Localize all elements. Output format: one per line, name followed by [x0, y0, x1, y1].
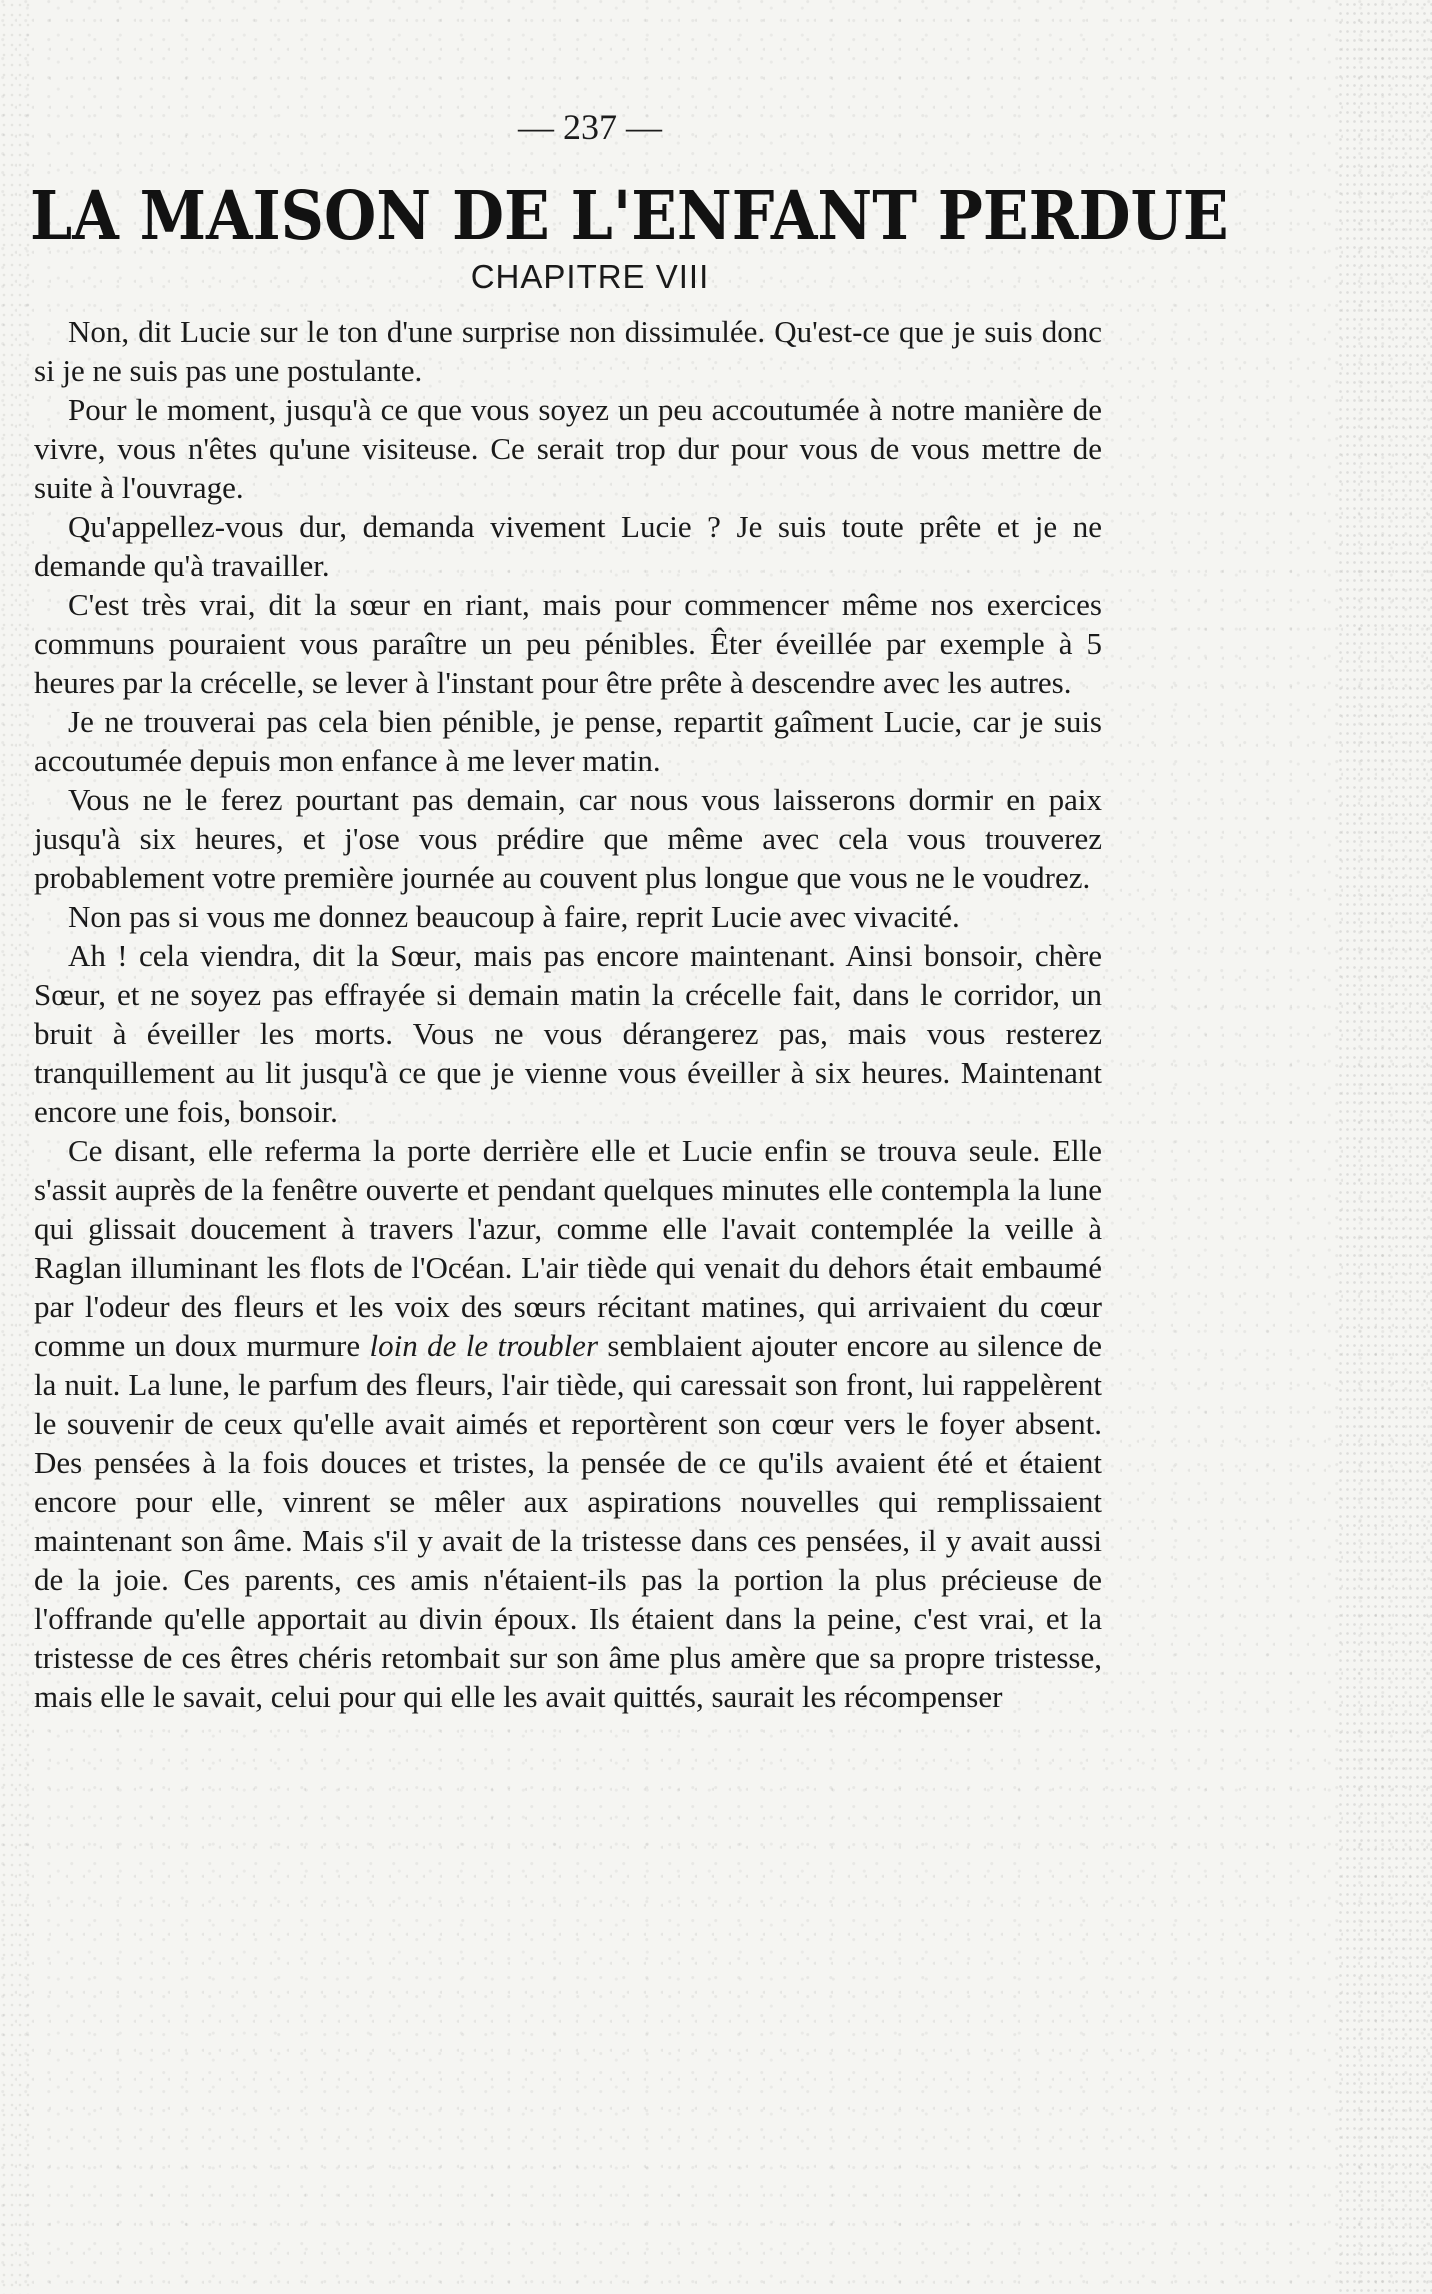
paragraph-5: Je ne trouverai pas cela bien pénible, je pense, repartit gaîment Lucie, car je suis accoutumée depuis mon enfance à me lever matin. [34, 704, 1102, 778]
paragraph-3: Qu'appellez-vous dur, demanda vivement Lucie ? Je suis toute prête et je ne demande qu'à travailler. [34, 509, 1102, 583]
paragraph-6: Vous ne le ferez pourtant pas demain, car nous vous laisserons dormir en paix jusqu'à six heures, et j'ose vous prédire que même avec cela vous trouverez probablement votre première journée au couvent plus longue que vous ne le voudrez. [34, 782, 1102, 895]
chapter-heading: CHAPITRE VIII [470, 258, 710, 295]
paragraph-7: Non pas si vous me donnez beaucoup à faire, reprit Lucie avec vivacité. [68, 899, 960, 934]
paragraph-2: Pour le moment, jusqu'à ce que vous soyez un peu accoutumée à notre manière de vivre, vous n'êtes qu'une visiteuse. Ce serait trop dur pour vous de vous mettre de suite à l'ouvrage. [34, 392, 1102, 505]
paragraph-8: Ah ! cela viendra, dit la Sœur, mais pas encore maintenant. Ainsi bonsoir, chère Sœur, et ne soyez pas effrayée si demain matin la crécelle fait, dans le corridor, un bruit à éveiller les morts. Vous ne vous dérangerez pas, mais vous resterez tranquillement au lit jusqu'à ce que je vienne vous éveiller à six heures. Maintenant encore une fois, bonsoir. [34, 938, 1102, 1129]
scan-noise-right [1337, 0, 1432, 2294]
paragraph-9-start: Ce disant, elle referma la porte derrière elle et Lucie enfin se trouva seule. Elle s'assit auprès de la fenêtre ouverte et pendant quelques minutes elle contempla la lune qui glissait doucement à travers l'azur, comme elle l'avait contemplée la veille à Raglan illuminant les flots de l'Océan. L'air tiède qui venait du dehors était embaumé par l'odeur des fleurs et les voix des sœurs récitant matines, qui arrivaient du cœur comme un doux murmure [34, 1133, 1102, 1363]
paragraph-9-end: semblaient ajouter encore au silence de la nuit. La lune, le parfum des fleurs, l'air tiède, qui caressait son front, lui rappelèrent le souvenir de ceux qu'elle avait aimés et reportèrent son cœur vers le foyer absent. Des pensées à la fois douces et tristes, la pensée de ce qu'ils avaient été et étaient encore pour elle, vinrent se mêler aux aspirations nouvelles qui remplissaient maintenant son âme. Mais s'il y avait de la tristesse dans ces pensées, il y avait aussi de la joie. Ces parents, ces amis n'étaient-ils pas la portion la plus précieuse de l'offrande qu'elle apportait au divin époux. Ils étaient dans la peine, c'est vrai, et la tristesse de ces êtres chéris retombait sur son âme plus amère que sa propre tristesse, mais elle le savait, celui pour qui elle les avait quittés, saurait les récompenser [34, 1328, 1102, 1714]
paragraph-9 [34, 1131, 1102, 1716]
paragraph-1: Non, dit Lucie sur le ton d'une surprise non dissimulée. Qu'est-ce que je suis donc si je ne suis pas une postulante. [34, 314, 1102, 388]
paragraph-9-italic: loin de le troubler [369, 1328, 599, 1363]
scan-noise-left [0, 0, 30, 2294]
page-title: LA MAISON DE L'ENFANT PERDUE [30, 177, 1229, 256]
paragraph-4: C'est très vrai, dit la sœur en riant, mais pour commencer même nos exercices communs pouraient vous paraître un peu pénibles. Êter éveillée par exemple à 5 heures par la crécelle, se lever à l'instant pour être prête à descendre avec les autres. [34, 587, 1102, 700]
page-number: — 237 — [518, 107, 662, 147]
body-text [34, 312, 1102, 1716]
